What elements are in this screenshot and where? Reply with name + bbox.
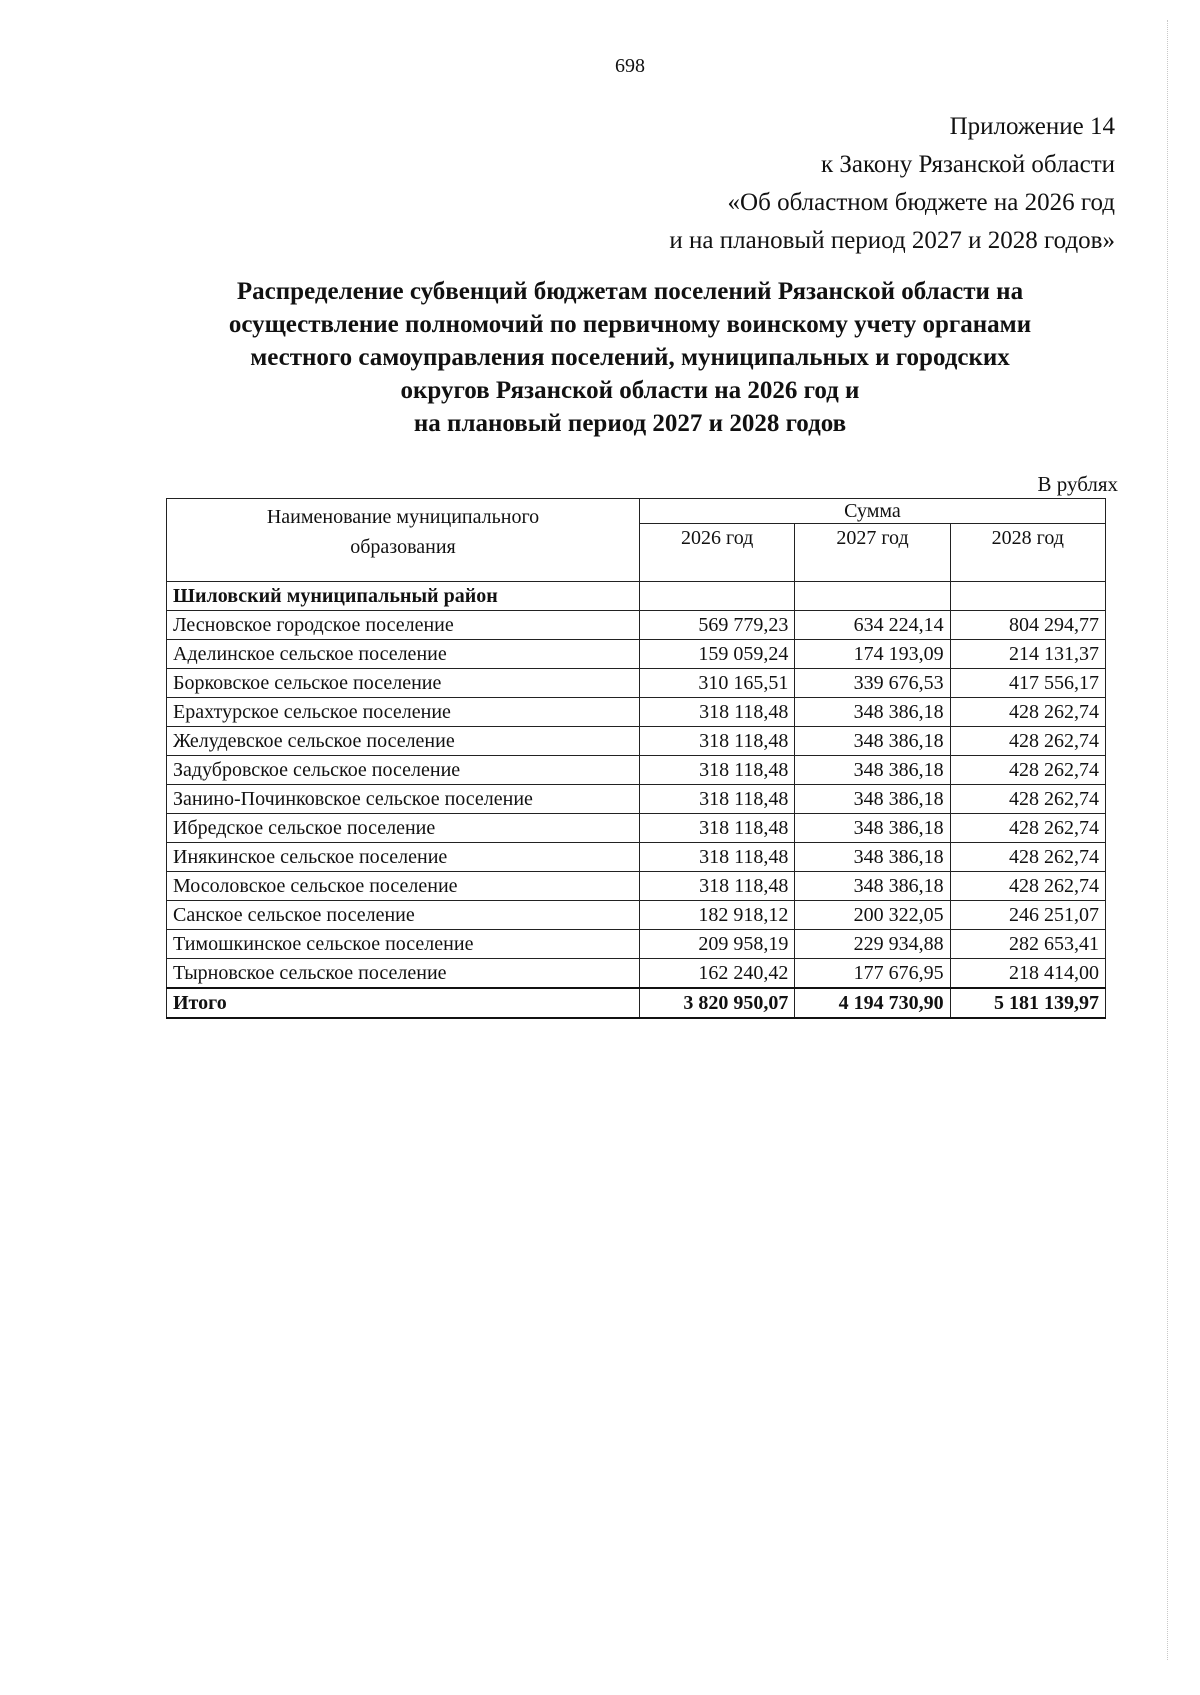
total-row — [167, 988, 1106, 1018]
amount-2028: 428 262,74 — [950, 756, 1105, 785]
settlement-name: Борковское сельское поселение — [167, 669, 640, 698]
total-2028: 5 181 139,97 — [950, 988, 1105, 1018]
amount-2028: 282 653,41 — [950, 930, 1105, 959]
title-line: Распределение субвенций бюджетам поселений Рязанской области на — [236, 278, 1024, 305]
table-row — [167, 872, 1106, 901]
amount-2027: 229 934,88 — [795, 930, 950, 959]
column-header-2028: 2028 год — [950, 524, 1105, 582]
amount-2028: 428 262,74 — [950, 727, 1105, 756]
amount-2026: 209 958,19 — [640, 930, 795, 959]
column-header-sum: Сумма — [640, 499, 1106, 524]
page-number: 698 — [615, 55, 645, 77]
amount-2027: 348 386,18 — [795, 843, 950, 872]
appendix-line: Приложение 14 — [949, 113, 1115, 140]
empty-cell — [640, 582, 795, 611]
title-line: на плановый период 2027 и 2028 годов — [413, 410, 847, 437]
amount-2026: 182 918,12 — [640, 901, 795, 930]
settlement-name: Инякинское сельское поселение — [167, 843, 640, 872]
settlement-name: Желудевское сельское поселение — [167, 727, 640, 756]
amount-2026: 310 165,51 — [640, 669, 795, 698]
table-row — [167, 814, 1106, 843]
settlement-name: Санское сельское поселение — [167, 901, 640, 930]
total-label: Итого — [167, 988, 640, 1018]
amount-2026: 569 779,23 — [640, 611, 795, 640]
amount-2027: 348 386,18 — [795, 727, 950, 756]
amount-2028: 214 131,37 — [950, 640, 1105, 669]
table-row — [167, 669, 1106, 698]
column-header-name — [167, 499, 640, 582]
amount-2027: 339 676,53 — [795, 669, 950, 698]
amount-2028: 246 251,07 — [950, 901, 1105, 930]
amount-2026: 318 118,48 — [640, 872, 795, 901]
amount-2027: 348 386,18 — [795, 756, 950, 785]
scan-edge-marks — [1167, 20, 1182, 1660]
table-row — [167, 785, 1106, 814]
total-2026: 3 820 950,07 — [640, 988, 795, 1018]
column-header-2027: 2027 год — [795, 524, 950, 582]
amount-2026: 318 118,48 — [640, 727, 795, 756]
amount-2027: 348 386,18 — [795, 872, 950, 901]
settlement-name: Тырновское сельское поселение — [167, 959, 640, 989]
amount-2027: 348 386,18 — [795, 698, 950, 727]
group-row — [167, 582, 1106, 611]
units-label: В рублях — [1037, 472, 1118, 496]
settlement-name: Ерахтурское сельское поселение — [167, 698, 640, 727]
empty-cell — [795, 582, 950, 611]
settlement-name: Тимошкинское сельское поселение — [167, 930, 640, 959]
appendix-line: «Об областном бюджете на 2026 год — [727, 189, 1115, 216]
amount-2027: 634 224,14 — [795, 611, 950, 640]
title-line: округов Рязанской области на 2026 год и — [400, 377, 860, 404]
amount-2026: 162 240,42 — [640, 959, 795, 989]
amount-2026: 318 118,48 — [640, 814, 795, 843]
amount-2026: 318 118,48 — [640, 698, 795, 727]
title-line: осуществление полномочий по первичному воинскому учету органами — [228, 311, 1032, 338]
appendix-line: к Закону Рязанской области — [821, 151, 1115, 178]
settlement-name: Аделинское сельское поселение — [167, 640, 640, 669]
amount-2027: 200 322,05 — [795, 901, 950, 930]
table-row — [167, 698, 1106, 727]
amount-2028: 804 294,77 — [950, 611, 1105, 640]
settlement-name: Лесновское городское поселение — [167, 611, 640, 640]
column-header-2026: 2026 год — [640, 524, 795, 582]
settlement-name: Задубровское сельское поселение — [167, 756, 640, 785]
table-row — [167, 611, 1106, 640]
column-header-name-line: Наименование муниципального — [266, 506, 540, 528]
settlement-name: Занино-Починковское сельское поселение — [167, 785, 640, 814]
amount-2027: 177 676,95 — [795, 959, 950, 989]
amount-2026: 318 118,48 — [640, 785, 795, 814]
settlement-name: Мосоловское сельское поселение — [167, 872, 640, 901]
amount-2028: 428 262,74 — [950, 814, 1105, 843]
amount-2027: 174 193,09 — [795, 640, 950, 669]
table-row — [167, 901, 1106, 930]
table-row — [167, 727, 1106, 756]
amount-2028: 417 556,17 — [950, 669, 1105, 698]
amount-2028: 428 262,74 — [950, 872, 1105, 901]
amount-2028: 428 262,74 — [950, 843, 1105, 872]
amount-2026: 159 059,24 — [640, 640, 795, 669]
amount-2027: 348 386,18 — [795, 814, 950, 843]
amount-2028: 428 262,74 — [950, 785, 1105, 814]
settlement-name: Ибредское сельское поселение — [167, 814, 640, 843]
amount-2028: 218 414,00 — [950, 959, 1105, 989]
appendix-note — [415, 108, 1115, 260]
column-header-name-line: образования — [350, 536, 456, 558]
table-row — [167, 640, 1106, 669]
empty-cell — [950, 582, 1105, 611]
appendix-line: и на плановый период 2027 и 2028 годов» — [669, 227, 1115, 254]
title-line: местного самоуправления поселений, муниципальных и городских — [250, 344, 1010, 371]
amount-2026: 318 118,48 — [640, 843, 795, 872]
group-name: Шиловский муниципальный район — [167, 582, 640, 611]
amount-2028: 428 262,74 — [950, 698, 1105, 727]
amount-2027: 348 386,18 — [795, 785, 950, 814]
document-title — [150, 275, 1110, 440]
table-row — [167, 930, 1106, 959]
table-row — [167, 959, 1106, 989]
total-2027: 4 194 730,90 — [795, 988, 950, 1018]
table-row — [167, 756, 1106, 785]
table-row — [167, 843, 1106, 872]
amount-2026: 318 118,48 — [640, 756, 795, 785]
subsidy-table — [166, 498, 1106, 1019]
